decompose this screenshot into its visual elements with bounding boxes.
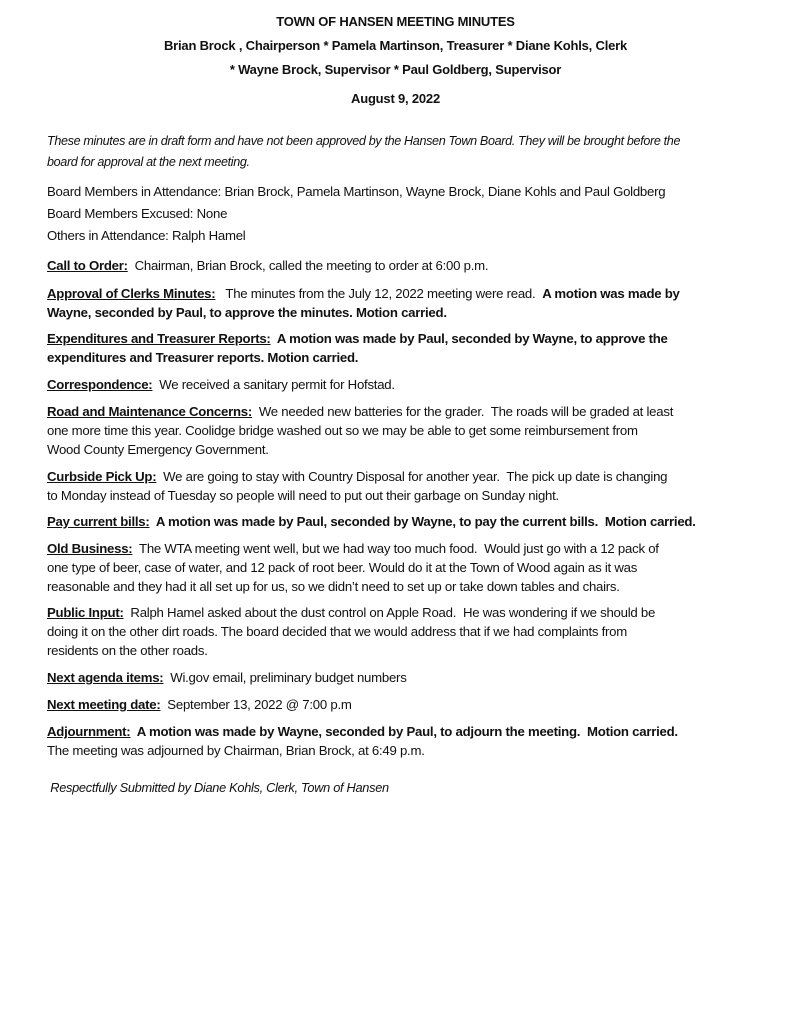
section-old-business (47, 540, 752, 559)
section-text: September 13, 2022 @ 7:00 p.m (160, 697, 352, 712)
section-text: The WTA meeting went well, but we had way too much food. Would just go with a 12 pack of (132, 541, 659, 556)
section-text: The minutes from the July 12, 2022 meeting were read. (215, 286, 543, 301)
section-text-line-2: The meeting was adjourned by Chairman, Brian Brock, at 6:49 p.m. (47, 743, 425, 758)
section-correspondence (47, 376, 752, 395)
officers-line-2: * Wayne Brock, Supervisor * Paul Goldberg, Supervisor (229, 62, 562, 77)
section-text: Wi.gov email, preliminary budget numbers (163, 670, 407, 685)
section-approval (47, 285, 752, 304)
motion-text-continued: expenditures and Treasurer reports. Motion carried. (47, 350, 359, 365)
section-label: Pay current bills: (47, 514, 150, 529)
section-next-agenda (47, 669, 752, 688)
section-next-meeting (47, 696, 752, 715)
section-call-to-order (47, 257, 752, 276)
section-road-maintenance (47, 403, 752, 422)
section-label: Next agenda items: (47, 670, 164, 685)
section-text-line-2: doing it on the other dirt roads. The board decided that we would address that if we had complaints from (47, 624, 628, 639)
section-label: Public Input: (47, 605, 124, 620)
section-text: We needed new batteries for the grader. The roads will be graded at least (252, 404, 674, 419)
motion-text: A motion was made by (542, 286, 680, 301)
attendance-present: Board Members in Attendance: Brian Brock, Pamela Martinson, Wayne Brock, Diane Kohls and Paul Goldberg (47, 184, 666, 199)
section-label: Correspondence: (47, 377, 153, 392)
section-text-line-3: Wood County Emergency Government. (47, 442, 269, 457)
draft-note-line-1: These minutes are in draft form and have not been approved by the Hansen Town Board. They will be brought before the (47, 134, 681, 148)
section-label: Road and Maintenance Concerns: (47, 404, 253, 419)
section-label: Next meeting date: (47, 697, 161, 712)
motion-text-continued: Wayne, seconded by Paul, to approve the minutes. Motion carried. (47, 305, 447, 320)
section-label: Approval of Clerks Minutes: (47, 286, 216, 301)
document-title: TOWN OF HANSEN MEETING MINUTES (276, 14, 515, 29)
signature-line: Respectfully Submitted by Diane Kohls, Clerk, Town of Hansen (47, 780, 389, 795)
section-expenditures (47, 330, 752, 349)
motion-text: A motion was made by Paul, seconded by Wayne, to pay the current bills. Motion carried. (149, 514, 696, 529)
section-label: Expenditures and Treasurer Reports: (47, 331, 271, 346)
section-curbside (47, 468, 752, 487)
section-text-line-2: to Monday instead of Tuesday so people will need to put out their garbage on Sunday night. (47, 488, 559, 503)
section-label: Curbside Pick Up: (47, 469, 157, 484)
section-text-line-3: residents on the other roads. (47, 643, 208, 658)
motion-text: A motion was made by Paul, seconded by Wayne, to approve the (270, 331, 668, 346)
section-text-line-3: reasonable and they had it all set up for us, so we didn’t need to set up or take down tables and chairs. (47, 579, 620, 594)
section-public-input (47, 604, 752, 623)
draft-note-line-2: board for approval at the next meeting. (47, 155, 250, 169)
attendance-excused: Board Members Excused: None (47, 206, 228, 221)
motion-text: A motion was made by Wayne, seconded by Paul, to adjourn the meeting. Motion carried. (130, 724, 678, 739)
section-text: Ralph Hamel asked about the dust control on Apple Road. He was wondering if we should be (123, 605, 656, 620)
section-adjournment (47, 723, 752, 742)
section-text: We received a sanitary permit for Hofstad. (152, 377, 395, 392)
section-text: Chairman, Brian Brock, called the meeting to order at 6:00 p.m. (127, 258, 489, 273)
section-label: Adjournment: (47, 724, 131, 739)
section-text: We are going to stay with Country Disposal for another year. The pick up date is changing (156, 469, 668, 484)
section-label: Call to Order: (47, 258, 128, 273)
attendance-others: Others in Attendance: Ralph Hamel (47, 228, 246, 243)
section-text-line-2: one more time this year. Coolidge bridge washed out so we may be able to get some reimbursement from (47, 423, 638, 438)
officers-line-1: Brian Brock , Chairperson * Pamela Martinson, Treasurer * Diane Kohls, Clerk (163, 38, 628, 53)
meeting-date: August 9, 2022 (351, 91, 440, 106)
section-text-line-2: one type of beer, case of water, and 12 pack of root beer. Would do it at the Town of Wood again as it was (47, 560, 638, 575)
section-pay-bills (47, 513, 752, 532)
section-label: Old Business: (47, 541, 133, 556)
